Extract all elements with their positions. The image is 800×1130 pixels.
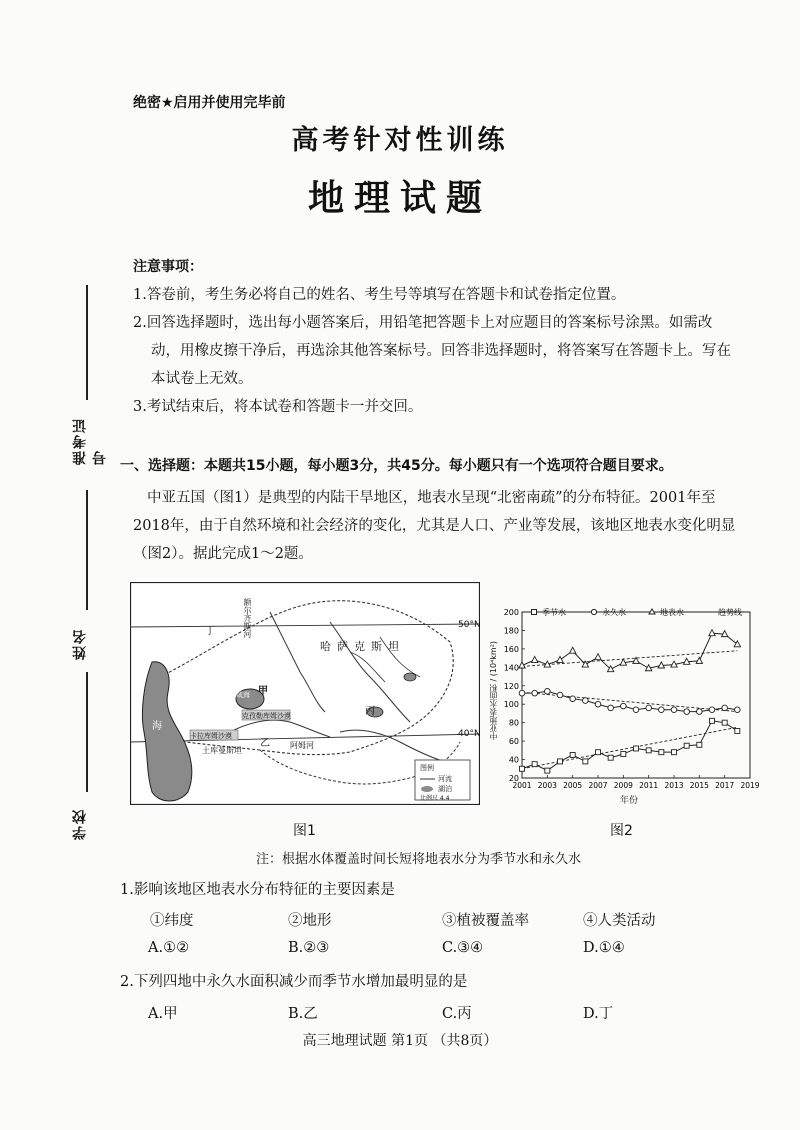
figure-note: 注：根据水体覆盖时间长短将地表水分为季节水和永久水 [256, 852, 582, 867]
exam-number-label: 准考证号 [72, 417, 108, 465]
intro-line: （图2）。据此完成1～2题。 [133, 546, 313, 562]
name-label: 姓名 [72, 628, 88, 660]
intro-line: 2018年，由于自然环境和社会经济的变化，尤其是人口、产业等发展，该地区地表水变化明显 [133, 518, 736, 534]
point-surface [709, 630, 715, 636]
legend-label: 地表水 [660, 608, 684, 617]
legend-ratio: 比例尺 4.4 [420, 795, 450, 802]
plot-frame [522, 612, 750, 778]
notice-item: 3.考试结束后，将本试卷和答题卡一并交回。 [133, 399, 423, 415]
q2-option-d[interactable]: D.丁 [583, 1006, 614, 1022]
figure1-caption: 图1 [293, 823, 316, 839]
point-permanent [709, 707, 715, 713]
label-kazakhstan: 哈萨克斯坦 [320, 640, 405, 653]
y-tick-label: 120 [503, 681, 519, 691]
x-tick-label: 2019 [740, 781, 760, 790]
lake [404, 673, 416, 681]
point-seasonal [621, 752, 626, 757]
point-permanent [545, 689, 551, 695]
exam-title: 高考针对性训练 [291, 125, 509, 156]
point-permanent [697, 709, 703, 715]
point-seasonal [735, 728, 740, 733]
point-seasonal [646, 748, 651, 753]
side-divider [86, 490, 88, 610]
q1-item: ③植被覆盖率 [442, 913, 529, 929]
q1-item: ④人类活动 [583, 913, 656, 929]
y-tick-label: 100 [503, 700, 519, 710]
point-permanent [608, 705, 614, 711]
y-tick-label: 60 [508, 737, 519, 747]
section-intro [133, 484, 773, 568]
notice-item: 本试卷上无效。 [151, 371, 253, 387]
point-seasonal [596, 750, 601, 755]
q1-option-c[interactable]: C.③④ [442, 940, 484, 956]
series-line-季节水 [522, 721, 737, 771]
y-tick-label: 180 [503, 626, 519, 636]
label-desert1: 克孜勒库姆沙漠 [242, 712, 291, 720]
point-permanent [659, 707, 665, 713]
point-seasonal [697, 742, 702, 747]
point-permanent [722, 705, 728, 711]
label-lat-50: 50°N [458, 620, 481, 630]
y-axis-label: 中亚地表水面积 / (10⁴km²) [489, 640, 498, 740]
q1-item: ①纬度 [150, 913, 194, 929]
label-ding: 丁 [205, 626, 215, 637]
x-tick-label: 2015 [689, 781, 709, 790]
point-permanent [684, 709, 690, 715]
label-lat-40: 40°N [458, 729, 481, 739]
subject-title: 地理试题 [307, 177, 492, 219]
label-irtysh: 额尔齐斯河 [243, 598, 252, 638]
figure2-caption: 图2 [610, 823, 633, 839]
point-surface [696, 657, 702, 663]
label-yi: 乙 [260, 738, 270, 749]
x-tick-label: 2011 [639, 781, 659, 790]
question-1-stem: 1.影响该地区地表水分布特征的主要因素是 [120, 882, 395, 898]
label-desert2: 卡拉库姆沙漠 [190, 732, 232, 740]
trend-line [522, 692, 737, 711]
school-label: 学校 [72, 808, 88, 840]
point-seasonal [634, 746, 639, 751]
trend-line [522, 651, 737, 667]
point-seasonal [608, 755, 613, 760]
q2-option-c[interactable]: C.丙 [442, 1006, 472, 1022]
label-bing: 丙 [365, 706, 375, 717]
figure2-chart [488, 600, 763, 805]
legend-lake: 湖泊 [438, 785, 452, 793]
point-surface [595, 654, 601, 660]
intro-line: 中亚五国（图1）是典型的内陆干旱地区，地表水呈现“北密南疏”的分布特征。2001年至 [147, 490, 716, 506]
y-tick-label: 200 [503, 608, 519, 617]
point-surface [734, 641, 740, 647]
q1-option-b[interactable]: B.②③ [288, 940, 330, 956]
point-seasonal [659, 750, 664, 755]
y-tick-label: 140 [503, 663, 519, 673]
point-permanent [519, 690, 525, 696]
label-sea: 海 [152, 721, 162, 732]
confidential-mark: 绝密★启用并使用完毕前 [133, 95, 286, 111]
side-divider [86, 672, 88, 792]
notice-list [133, 281, 773, 421]
surface-water-chart [488, 600, 763, 805]
y-tick-label: 160 [503, 644, 519, 654]
x-tick-label: 2005 [563, 781, 583, 790]
y-tick-label: 40 [508, 755, 519, 765]
x-tick-label: 2003 [537, 781, 557, 790]
point-permanent [532, 690, 538, 696]
point-permanent [735, 707, 741, 713]
point-permanent [570, 696, 576, 702]
q1-option-a[interactable]: A.①② [148, 940, 190, 956]
notice-item: 2.回答选择题时，选出每小题答案后，用铅笔把答题卡上对应题目的答案标号涂黑。如需改 [133, 315, 713, 331]
x-tick-label: 2013 [664, 781, 684, 790]
point-seasonal [722, 720, 727, 725]
legend-title: 图例 [420, 764, 434, 772]
x-axis-label: 年份 [620, 796, 639, 806]
x-tick-label: 2009 [613, 781, 633, 790]
y-tick-label: 80 [508, 718, 519, 728]
x-tick-label: 2001 [512, 781, 532, 790]
label-lake: 咸海 [236, 691, 250, 699]
series-line-永久水 [522, 691, 737, 711]
legend-circle [591, 609, 596, 614]
point-seasonal [558, 759, 563, 764]
point-permanent [633, 707, 639, 713]
point-permanent [646, 705, 652, 711]
question-2-stem: 2.下列四地中永久水面积减少而季节水增加最明显的是 [120, 974, 468, 990]
page-footer: 高三地理试题 第1页 （共8页） [302, 1033, 498, 1049]
point-seasonal [583, 759, 588, 764]
point-surface [531, 656, 537, 662]
q1-item: ②地形 [288, 913, 332, 929]
side-divider [86, 285, 88, 400]
legend-label: 季节水 [542, 608, 566, 617]
point-seasonal [570, 752, 575, 757]
point-seasonal [684, 743, 689, 748]
point-seasonal [532, 762, 537, 767]
point-permanent [621, 703, 627, 709]
label-amu-river: 阿姆河 [290, 741, 314, 750]
point-surface [569, 647, 575, 653]
legend-river: 河流 [438, 775, 452, 783]
notice-item: 1.答卷前，考生务必将自己的姓名、考生号等填写在答题卡和试卷指定位置。 [133, 287, 626, 303]
point-permanent [671, 707, 677, 713]
notice-item: 动，用橡皮擦干净后，再选涂其他答案标号。回答非选择题时，将答案写在答题卡上。写在 [151, 343, 731, 359]
legend-square [532, 610, 537, 615]
y-tick-label: 20 [508, 774, 519, 783]
legend-lake-symbol [421, 786, 433, 792]
point-permanent [583, 698, 589, 704]
label-jia: 甲 [258, 686, 268, 697]
label-turkmenistan: 土库曼斯坦 [202, 746, 242, 755]
x-tick-label: 2007 [588, 781, 608, 790]
x-tick-label: 2017 [715, 781, 735, 790]
q2-option-b[interactable]: B.乙 [288, 1006, 318, 1022]
point-permanent [595, 701, 601, 707]
legend-label: 永久水 [602, 608, 626, 617]
point-seasonal [545, 768, 550, 773]
q2-option-a[interactable]: A.甲 [148, 1006, 178, 1022]
q1-option-d[interactable]: D.①④ [583, 940, 625, 956]
notice-heading: 注意事项： [133, 259, 203, 275]
point-surface [557, 656, 563, 662]
point-seasonal [520, 766, 525, 771]
point-seasonal [672, 750, 677, 755]
figure1-map [130, 582, 480, 805]
point-seasonal [710, 718, 715, 723]
legend-label: 趋势线 [718, 608, 742, 617]
section-heading: 一、选择题：本题共15小题，每小题3分，共45分。每小题只有一个选项符合题目要求。 [120, 458, 673, 474]
point-permanent [557, 692, 563, 698]
